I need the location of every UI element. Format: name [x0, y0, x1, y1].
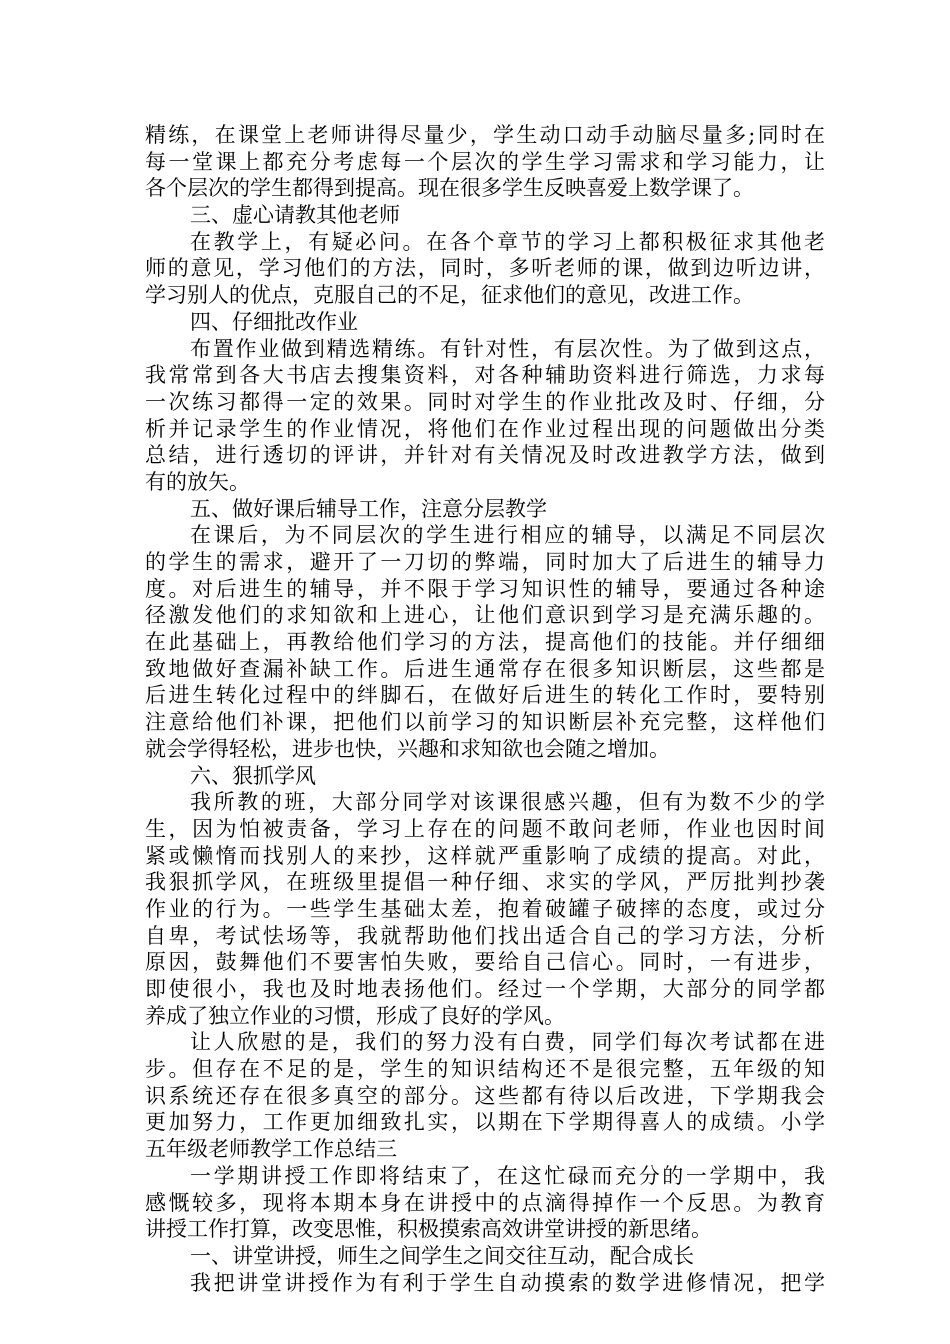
text-line: 的学生的需求，避开了一刀切的弊端，同时加大了后进生的辅导力	[145, 550, 825, 574]
text-line: 更加努力，工作更加细致扎实，以期在下学期得喜人的成绩。小学	[145, 1110, 825, 1135]
text-line: 后进生转化过程中的绊脚石，在做好后进生的转化工作时，要特别	[145, 683, 825, 708]
text-line: 每一堂课上都充分考虑每一个层次的学生学习需求和学习能力，让	[145, 149, 825, 174]
text-line: 径激发他们的求知欲和上进心，让他们意识到学习是充满乐趣的。	[145, 603, 825, 628]
section-heading: 三、虚心请教其他老师	[190, 203, 400, 228]
section-heading: 五、做好课后辅导工作，注意分层教学	[190, 496, 547, 521]
text-line: 我所教的班，大部分同学对该课很感兴趣，但有为数不少的学	[190, 790, 825, 815]
text-line: 各个层次的学生都得到提高。现在很多学生反映喜爱上数学课了。	[145, 176, 754, 201]
text-line: 五年级老师教学工作总结三	[145, 1137, 397, 1162]
text-line: 注意给他们补课，把他们以前学习的知识断层补充完整，这样他们	[145, 710, 825, 735]
text-line: 步。但存在不足的是，学生的知识结构还不是很完整，五年级的知	[145, 1057, 825, 1082]
text-line: 致地做好查漏补缺工作。后进生通常存在很多知识断层，这些都是	[145, 656, 825, 681]
text-line: 原因，鼓舞他们不要害怕失败，要给自己信心。同时，一有进步，	[145, 950, 825, 975]
text-line: 生，因为怕被责备，学习上存在的问题不敢问老师，作业也因时间	[145, 816, 825, 841]
text-line: 就会学得轻松，进步也快，兴趣和求知欲也会随之增加。	[145, 736, 670, 761]
text-line: 我狠抓学风，在班级里提倡一种仔细、求实的学风，严厉批判抄袭	[145, 870, 825, 895]
text-line: 作业的行为。一些学生基础太差，抱着破罐子破摔的态度，或过分	[145, 896, 825, 921]
text-line: 布置作业做到精选精练。有针对性，有层次性。为了做到这点，	[190, 336, 825, 361]
text-line: 感慨较多，现将本期本身在讲授中的点滴得掉作一个反思。为教育	[145, 1190, 825, 1215]
text-line: 即使很小，我也及时地表扬他们。经过一个学期，大部分的同学都	[145, 977, 825, 1001]
text-line: 讲授工作打算，改变思惟，积极摸索高效讲堂讲授的新思绪。	[145, 1217, 712, 1242]
text-line: 养成了独立作业的习惯，形成了良好的学风。	[145, 1003, 565, 1028]
text-line: 总结，进行透切的评讲，并针对有关情况及时改进教学方法，做到	[145, 443, 825, 468]
text-line: 度。对后进生的辅导，并不限于学习知识性的辅导，要通过各种途	[145, 576, 825, 601]
text-line: 一学期讲授工作即将结束了，在这忙碌而充分的一学期中，我	[190, 1163, 825, 1188]
text-line: 在课后，为不同层次的学生进行相应的辅导，以满足不同层次	[190, 523, 825, 548]
text-line: 析并记录学生的作业情况，将他们在作业过程出现的问题做出分类	[145, 416, 825, 441]
section-heading: 一、讲堂讲授，师生之间学生之间交往互动，配合成长	[190, 1243, 694, 1268]
text-line: 我把讲堂讲授作为有利于学生自动摸索的数学进修情况，把学	[190, 1270, 825, 1295]
document-page	[145, 122, 825, 1296]
text-line: 精练，在课堂上老师讲得尽量少，学生动口动手动脑尽量多;同时在	[145, 123, 825, 147]
text-line: 紧或懒惰而找别人的来抄，这样就严重影响了成绩的提高。对此，	[145, 843, 825, 868]
text-line: 我常常到各大书店去搜集资料，对各种辅助资料进行筛选，力求每	[145, 363, 825, 388]
text-line: 师的意见，学习他们的方法，同时，多听老师的课，做到边听边讲，	[145, 256, 825, 281]
text-line: 识系统还存在很多真空的部分。这些都有待以后改进，下学期我会	[145, 1083, 825, 1108]
text-line: 自卑，考试怯场等，我就帮助他们找出适合自己的学习方法，分析	[145, 923, 825, 948]
text-line: 在此基础上，再教给他们学习的方法，提高他们的技能。并仔细细	[145, 630, 825, 655]
text-line: 一次练习都得一定的效果。同时对学生的作业批改及时、仔细，分	[145, 389, 825, 414]
section-heading: 六、狠抓学风	[190, 763, 316, 788]
section-heading: 四、仔细批改作业	[190, 309, 358, 334]
text-line: 有的放矢。	[145, 469, 250, 494]
text-line: 在教学上，有疑必问。在各个章节的学习上都积极征求其他老	[190, 229, 825, 254]
text-line: 让人欣慰的是，我们的努力没有白费，同学们每次考试都在进	[190, 1030, 825, 1055]
text-line: 学习别人的优点，克服自己的不足，征求他们的意见，改进工作。	[145, 283, 754, 308]
